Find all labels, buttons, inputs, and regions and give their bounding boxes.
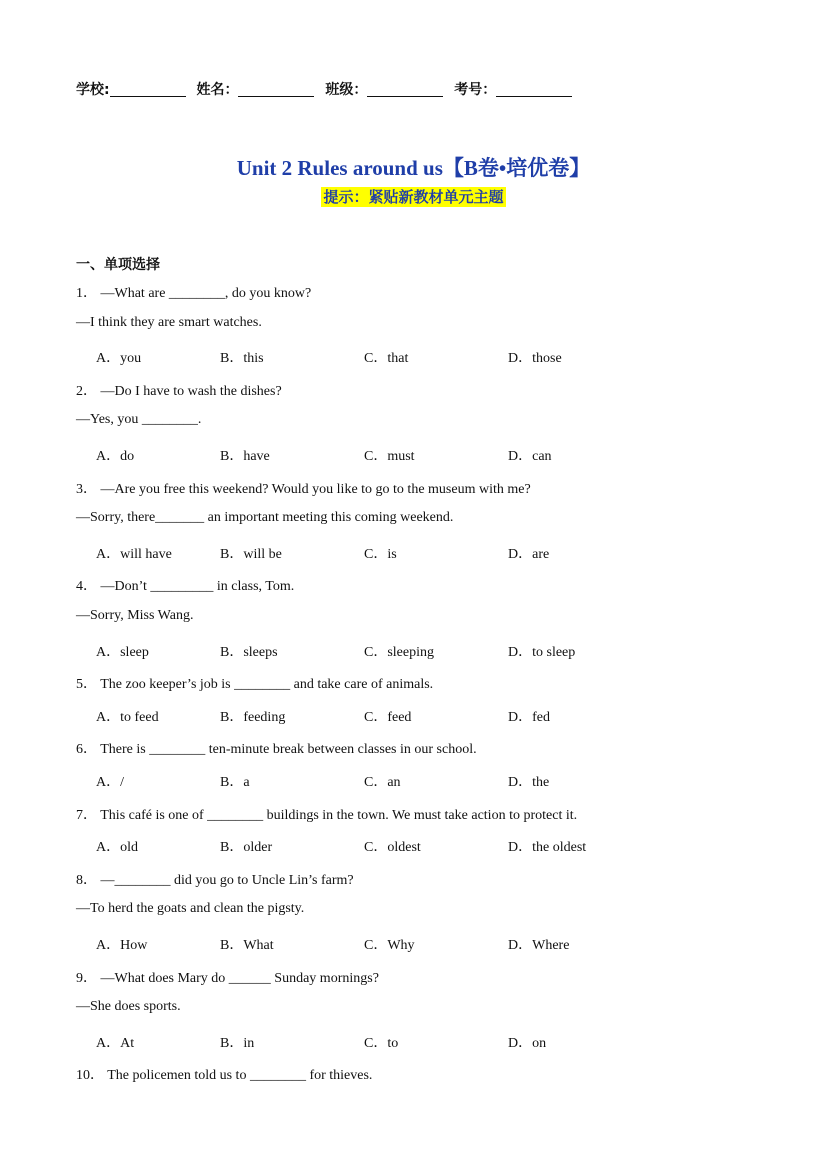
question-7: 7． This café is one of ________ buildings in the town. We must take action to protect it. (76, 807, 578, 823)
question-4-option-b[interactable]: B．sleeps (220, 644, 278, 660)
question-9-reply: —She does sports. (76, 999, 181, 1015)
question-6-option-a[interactable]: A．/ (96, 775, 124, 790)
question-5-option-a[interactable]: A．to feed (96, 709, 159, 725)
question-2-option-c[interactable]: C．must (364, 449, 415, 464)
question-7-option-a[interactable]: A．old (96, 840, 138, 856)
question-9: 9． —What does Mary do ______ Sunday mornings? (76, 970, 379, 986)
class-label: 班级： (325, 82, 368, 98)
question-7-option-b[interactable]: B．older (220, 840, 273, 856)
student-info-line (76, 79, 578, 99)
question-7-option-c[interactable]: C．oldest (364, 840, 421, 856)
question-8-option-b[interactable]: B．What (220, 938, 274, 953)
question-10: 10． The policemen told us to ________ for thieves. (76, 1068, 373, 1084)
question-1-reply: —I think they are smart watches. (76, 314, 262, 330)
question-4-reply: —Sorry, Miss Wang. (76, 608, 194, 623)
question-5-option-d[interactable]: D．fed (508, 709, 550, 725)
question-5-option-b[interactable]: B．feeding (220, 709, 286, 725)
question-8-option-c[interactable]: C．Why (364, 938, 415, 953)
question-7-option-d[interactable]: D．the oldest (508, 840, 587, 856)
question-6-option-c[interactable]: C．an (364, 775, 401, 790)
question-3: 3． —Are you free this weekend? Would you like to go to the museum with me? (76, 481, 531, 497)
question-1: 1． —What are ________, do you know? (76, 286, 312, 301)
name-blank[interactable] (238, 82, 314, 97)
question-8-option-a[interactable]: A．How (96, 938, 148, 953)
exam-number-label: 考号： (454, 82, 497, 98)
question-3-option-d[interactable]: D．are (508, 546, 550, 562)
question-9-option-b[interactable]: B．in (220, 1035, 255, 1051)
question-1-option-d[interactable]: D．those (508, 351, 562, 367)
class-blank[interactable] (367, 82, 443, 97)
question-1-option-b[interactable]: B．this (220, 351, 264, 367)
question-5: 5． The zoo keeper’s job is ________ and take care of animals. (76, 677, 434, 693)
question-8: 8． —________ did you go to Uncle Lin’s farm? (76, 872, 354, 888)
question-9-option-c[interactable]: C．to (364, 1035, 399, 1051)
question-4-option-c[interactable]: C．sleeping (364, 644, 434, 660)
question-2-option-d[interactable]: D．can (508, 449, 552, 464)
exam-number-blank[interactable] (496, 82, 572, 97)
question-9-option-d[interactable]: D．on (508, 1035, 547, 1051)
question-9-option-a[interactable]: A．At (96, 1035, 135, 1051)
question-1-option-a[interactable]: A．you (96, 351, 142, 367)
question-4-option-a[interactable]: A．sleep (96, 644, 149, 660)
question-2-option-a[interactable]: A．do (96, 449, 135, 464)
question-8-option-d[interactable]: D．Where (508, 938, 570, 953)
question-5-option-c[interactable]: C．feed (364, 709, 412, 725)
question-6-option-b[interactable]: B．a (220, 775, 250, 790)
question-4: 4． —Don’t _________ in class, Tom. (76, 579, 295, 595)
question-3-option-b[interactable]: B．will be (220, 546, 282, 562)
question-8-reply: —To herd the goats and clean the pigsty. (76, 901, 305, 917)
school-blank[interactable] (110, 82, 186, 97)
tip-banner: 提示：紧贴新教材单元主题 (323, 188, 504, 206)
school-label: 学校: (76, 82, 110, 98)
question-2: 2． —Do I have to wash the dishes? (76, 383, 282, 399)
page-title: Unit 2 Rules around us【B卷•培优卷】 (236, 156, 591, 180)
question-1-option-c[interactable]: C．that (364, 351, 409, 367)
section-title: 一、单项选择 (76, 257, 160, 273)
question-4-option-d[interactable]: D．to sleep (508, 644, 576, 660)
question-2-option-b[interactable]: B．have (220, 449, 270, 464)
question-3-reply: —Sorry, there_______ an important meeting this coming weekend. (76, 510, 454, 526)
question-3-option-a[interactable]: A．will have (96, 546, 172, 562)
question-3-option-c[interactable]: C．is (364, 546, 397, 562)
question-6: 6． There is ________ ten-minute break between classes in our school. (76, 742, 477, 758)
name-label: 姓名： (196, 82, 239, 98)
question-2-reply: —Yes, you ________. (76, 412, 202, 428)
question-6-option-d[interactable]: D．the (508, 775, 550, 790)
